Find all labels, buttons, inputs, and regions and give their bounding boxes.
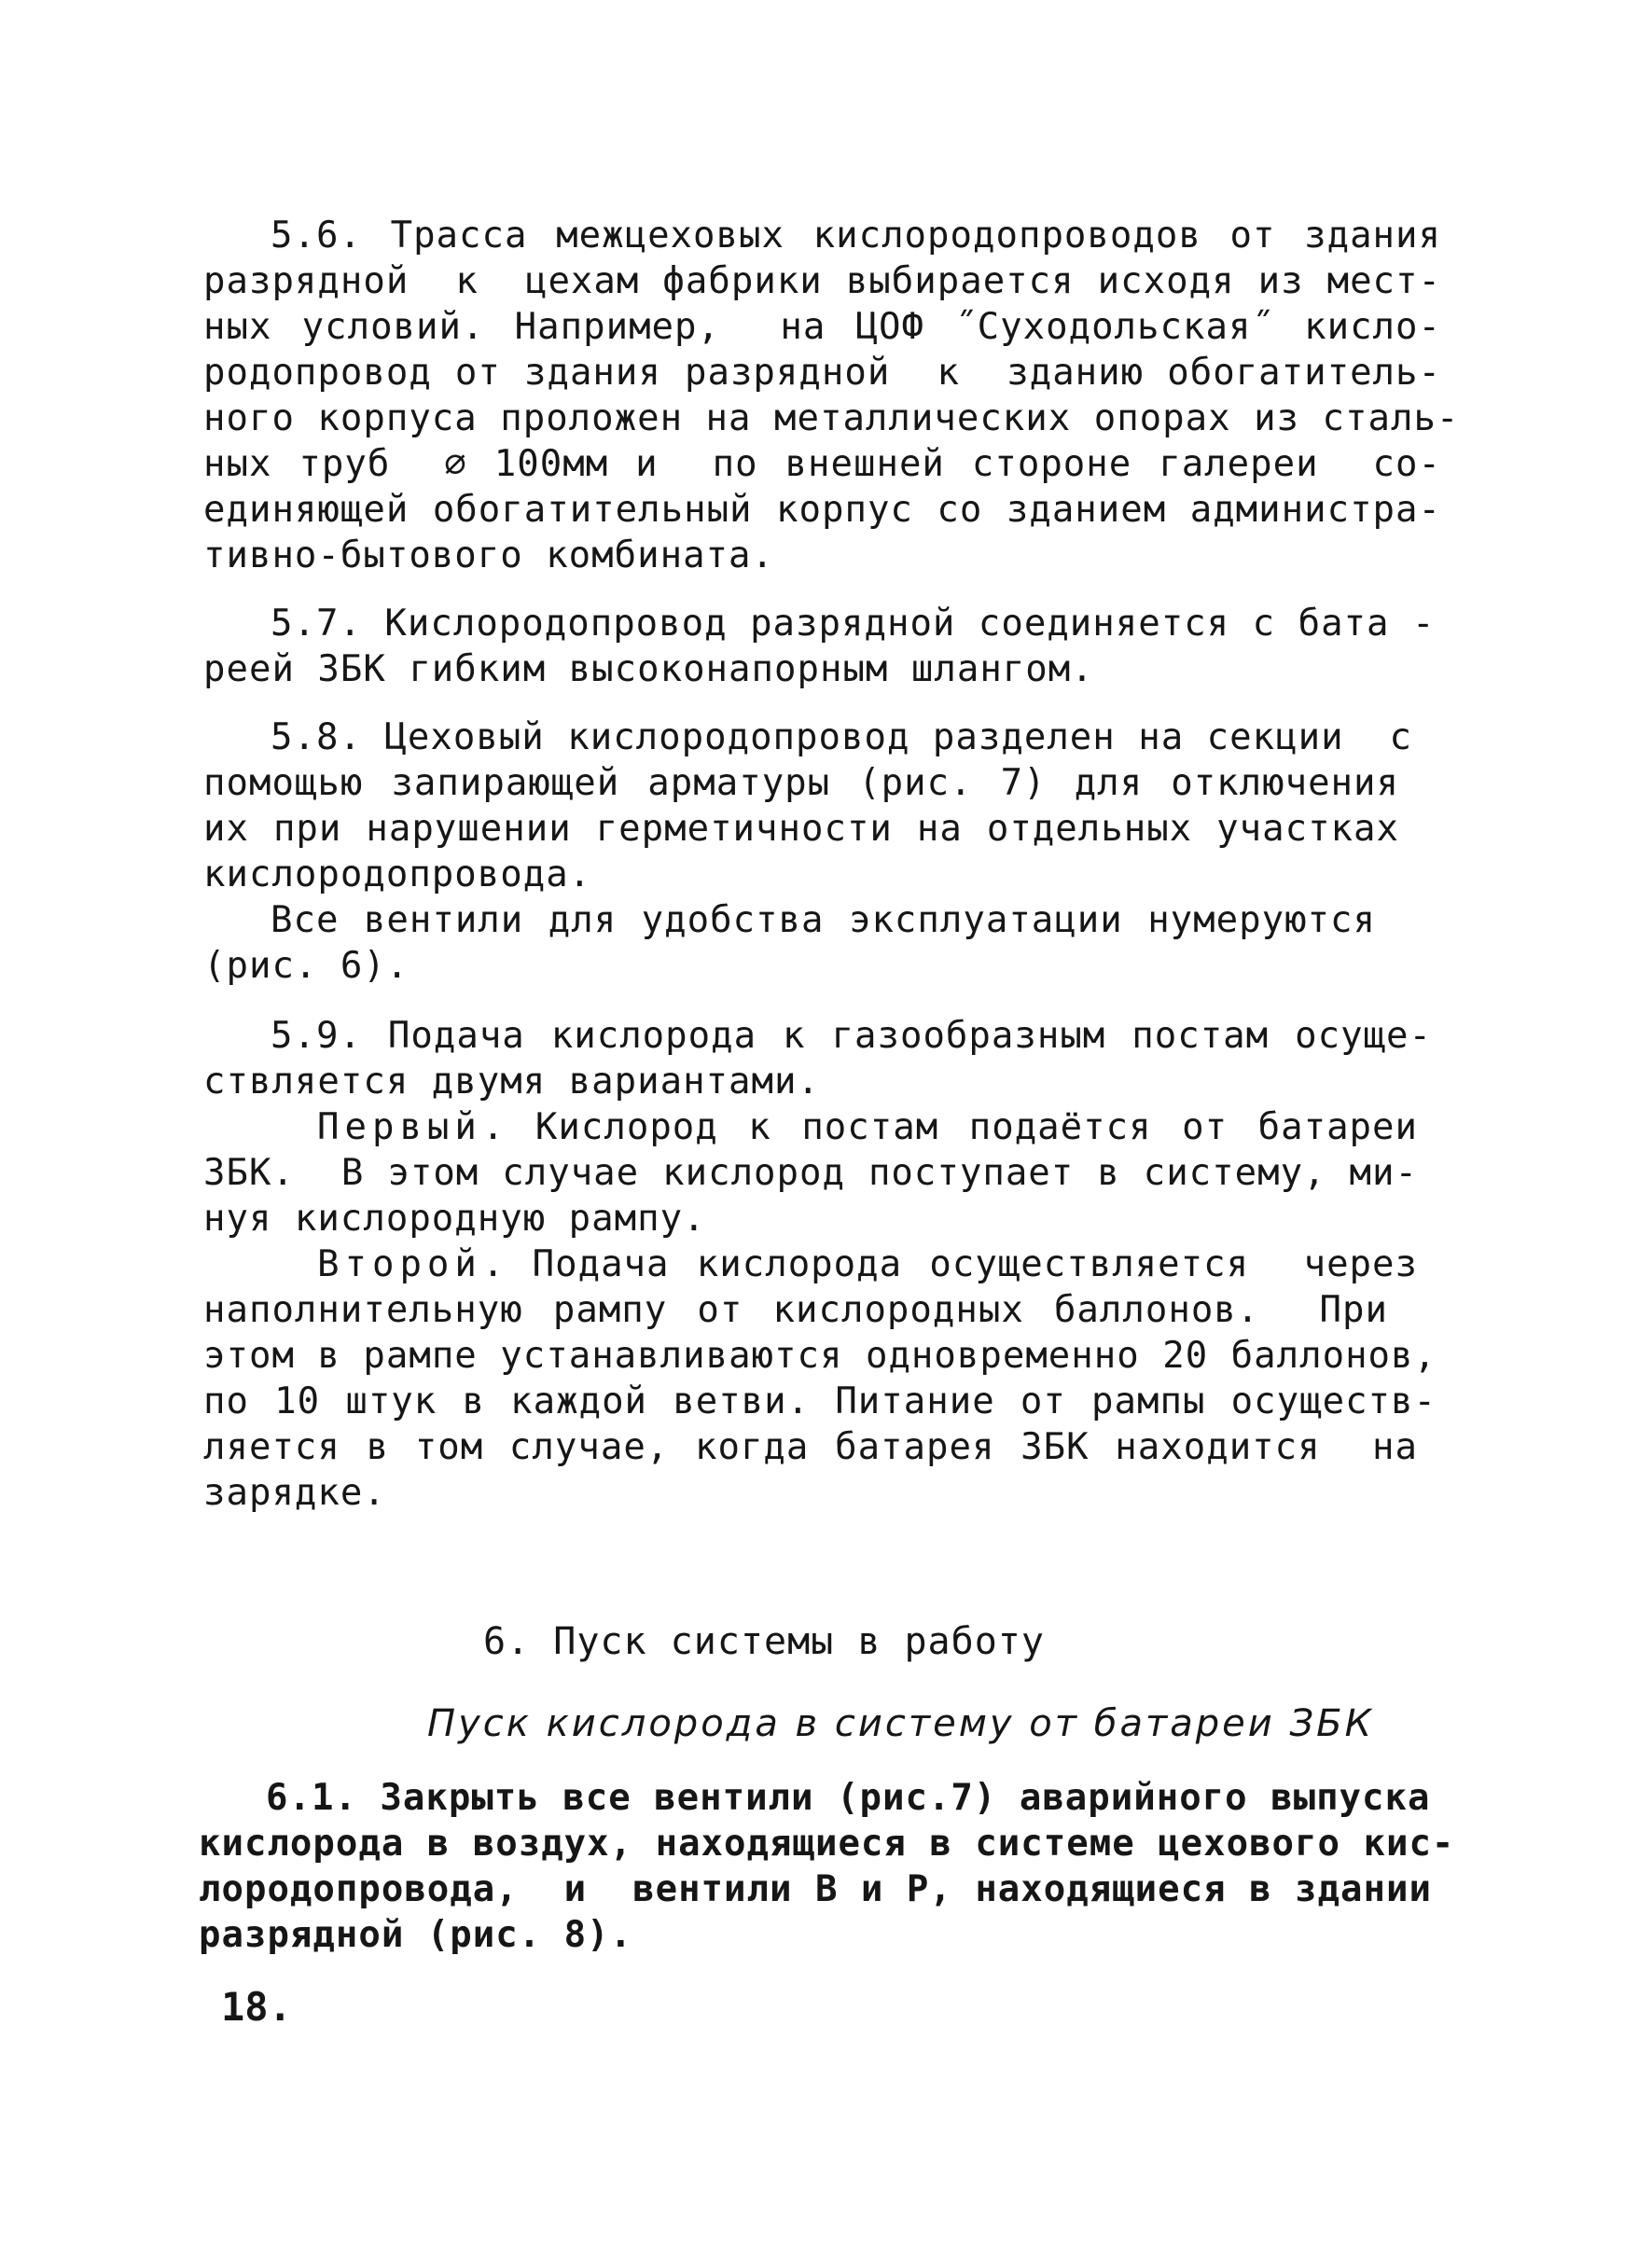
paragraph-5-9-line-1: 5.9. Подача кислорода к газообразным постам осуще- (271, 1015, 1432, 1057)
paragraph-5-6-line-7: единяющей обогатительный корпус со зданием администра- (203, 489, 1441, 531)
variant-second-line-1 (317, 1242, 1418, 1287)
paragraph-5-6-line-5: ного корпуса проложен на металлических опорах из сталь- (203, 397, 1460, 439)
variant-second-line-6: зарядке. (203, 1472, 386, 1514)
paragraph-5-6-line-8: тивно-бытового комбината. (203, 534, 774, 576)
paragraph-5-7-line-2: реей ЗБК гибким высоконапорным шлангом. (203, 648, 1094, 690)
paragraph-5-9-line-2: ствляется двумя вариантами. (203, 1061, 820, 1103)
paragraph-5-8-line-3: их при нарушении герметичности на отдельных участках (203, 808, 1399, 850)
variant-second-line-2: наполнительную рампу от кислородных баллонов. При (203, 1289, 1388, 1331)
paragraph-6-1-line-4: разрядной (рис. 8). (199, 1914, 633, 1956)
paragraph-5-6-line-2: разрядной к цехам фабрики выбирается исходя из мест- (203, 260, 1441, 302)
paragraph-5-8-line-1: 5.8. Цеховый кислородопровод разделен на секции с (271, 716, 1412, 758)
variant-second-text-1: . Подача кислорода осуществляется через (481, 1243, 1418, 1285)
section-6-subheading: Пуск кислорода в систему от батареи ЗБК (427, 1702, 1374, 1745)
paragraph-5-7-line-1: 5.7. Кислородопровод разрядной соединяется с бата - (271, 603, 1436, 645)
paragraph-5-8-line-4: кислородопровода. (203, 853, 592, 895)
paragraph-5-6-line-1: 5.6. Трасса межцеховых кислородопроводов от здания (271, 215, 1441, 257)
paragraph-5-6-line-4: родопровод от здания разрядной к зданию обогатитель- (203, 352, 1441, 394)
variant-first-line-1 (317, 1105, 1418, 1150)
paragraph-5-8b-line-1: Все вентили для удобства эксплуатации нумеруются (271, 899, 1376, 941)
section-6-heading: 6. Пуск системы в работу (483, 1620, 1045, 1663)
paragraph-6-1-line-3: лородопровода, и вентили В и Р, находящиеся в здании (199, 1868, 1432, 1910)
paragraph-6-1-line-2: кислорода в воздух, находящиеся в системе цехового кис- (199, 1823, 1455, 1865)
variant-first-text-1: . Кислород к постам подаётся от батареи (481, 1106, 1418, 1148)
variant-first-label: Первый (317, 1106, 482, 1148)
paragraph-5-6-line-3: ных условий. Например, на ЦОФ ˝Суходольская˝ кисло- (203, 306, 1441, 348)
variant-first-line-3: нуя кислородную рампу. (203, 1198, 706, 1240)
variant-second-label: Второй (317, 1243, 482, 1285)
variant-second-line-5: ляется в том случае, когда батарея ЗБК находится на (203, 1426, 1418, 1468)
paragraph-5-8-line-2: помощью запирающей арматуры (рис. 7) для отключения (203, 762, 1399, 804)
variant-first-line-2: ЗБК. В этом случае кислород поступает в систему, ми- (203, 1152, 1418, 1194)
variant-second-line-3: этом в рампе устанавливаются одновременно 20 баллонов, (203, 1335, 1437, 1377)
paragraph-6-1-line-1: 6.1. Закрыть все вентили (рис.7) аварийного выпуска (266, 1777, 1431, 1819)
paragraph-5-6-line-6: ных труб ∅ 100мм и по внешней стороне галереи со- (203, 443, 1441, 485)
page-number: 18. (221, 1984, 292, 2030)
variant-second-line-4: по 10 штук в каждой ветви. Питание от рампы осуществ- (203, 1380, 1437, 1422)
paragraph-5-8b-line-2: (рис. 6). (203, 945, 410, 987)
